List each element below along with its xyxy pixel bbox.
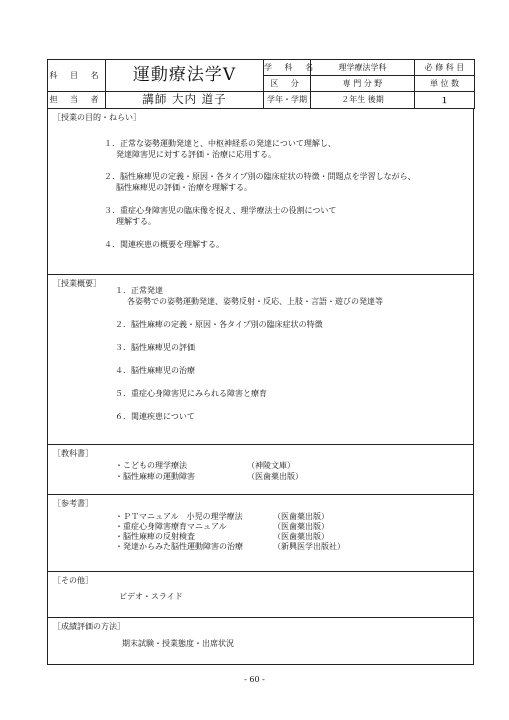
objective-item: 脳性麻痺児の評価・治療を理解する。 (116, 183, 252, 192)
textbooks-label: ［教科書］ (53, 449, 93, 458)
reference-title: ・重症心身障害療育マニュアル (115, 522, 227, 531)
other-label: ［その他］ (53, 576, 93, 585)
evaluation-label: ［成績評価の方法］ (53, 622, 125, 631)
textbook-title: ・こどもの理学療法 (115, 461, 187, 470)
year-value: ２年生 後期 (311, 92, 415, 109)
overview-label: ［授業概要］ (53, 279, 101, 288)
credits-value: １ (415, 92, 475, 109)
overview-item: ５．重症心身障害児にみられる障害と療育 (115, 389, 267, 398)
objectives-section (47, 109, 474, 275)
objectives-label: ［授業の目的・ねらい］ (53, 113, 141, 122)
subject-label: 科 目 名 (48, 60, 106, 92)
reference-title: ・脳性麻痺の反射検査 (115, 532, 195, 541)
required-label: 必 修 科 目 (415, 60, 475, 76)
objective-item: 理解する。 (116, 217, 156, 226)
textbook-publisher: （医歯薬出版） (247, 472, 303, 481)
overview-item: １．正常発達 (115, 286, 163, 295)
overview-item: ４．脳性麻痺児の治療 (115, 366, 195, 375)
overview-item: ２．脳性麻痺の定義・原因・各タイプ別の臨床症状の特徴 (115, 320, 323, 329)
objective-item: ２．脳性麻痺児の定義・原因・各タイプ別の臨床症状の特徴・問題点を学習しながら、 (104, 172, 416, 181)
objective-item: ４．関連疾患の概要を理解する。 (104, 240, 224, 249)
teacher-label: 担 当 者 (48, 92, 106, 109)
references-label: ［参考書］ (53, 499, 93, 508)
other-text: ビデオ・スライド (119, 592, 183, 601)
objective-item: ３．重症心身障害児の臨床像を捉え、理学療法士の役割について (104, 206, 337, 215)
year-label: 学年・学期 (264, 92, 311, 109)
overview-item: 各姿勢での姿勢運動発達、姿勢反射・反応、上肢・言語・遊びの発達等 (127, 297, 383, 306)
overview-item: ３．脳性麻痺児の評価 (115, 343, 195, 352)
overview-section (47, 275, 474, 445)
header-table (47, 59, 475, 109)
evaluation-section (47, 618, 474, 665)
evaluation-text: 期末試験・授業態度・出席状況 (122, 639, 234, 648)
reference-publisher: （新興医学出版社） (273, 542, 345, 551)
other-section (47, 572, 474, 618)
references-section (47, 495, 474, 572)
category-value: 専 門 分 野 (311, 76, 415, 92)
teacher-name: 講師 大内 道子 (106, 92, 264, 109)
overview-item: ６．関連疾患について (115, 412, 195, 421)
reference-title: ・発達からみた脳性運動障害の治療 (115, 542, 243, 551)
credits-label: 単 位 数 (415, 76, 475, 92)
dept-value: 理学療法学科 (311, 60, 415, 76)
objective-item: １．正常な姿勢運動発達と、中枢神経系の発達について理解し、 (104, 139, 336, 148)
page-number: - 60 - (244, 675, 265, 684)
textbooks-section (47, 445, 474, 495)
dept-label: 学 科 名 (264, 60, 311, 76)
reference-publisher: （医歯薬出版） (273, 532, 329, 541)
course-name: 運動療法学Ⅴ (106, 60, 264, 92)
syllabus-sheet (47, 59, 474, 665)
reference-publisher: （医歯薬出版） (273, 522, 329, 531)
textbook-title: ・脳性麻痺の運動障害 (115, 472, 195, 481)
reference-publisher: （医歯薬出版） (273, 512, 329, 521)
objective-item: 発達障害児に対する評価・治療に応用する。 (116, 150, 276, 159)
textbook-publisher: （神陵文庫） (247, 461, 295, 470)
category-label: 区 分 (264, 76, 311, 92)
reference-title: ・ＰＴマニュアル 小児の理学療法 (115, 512, 243, 521)
